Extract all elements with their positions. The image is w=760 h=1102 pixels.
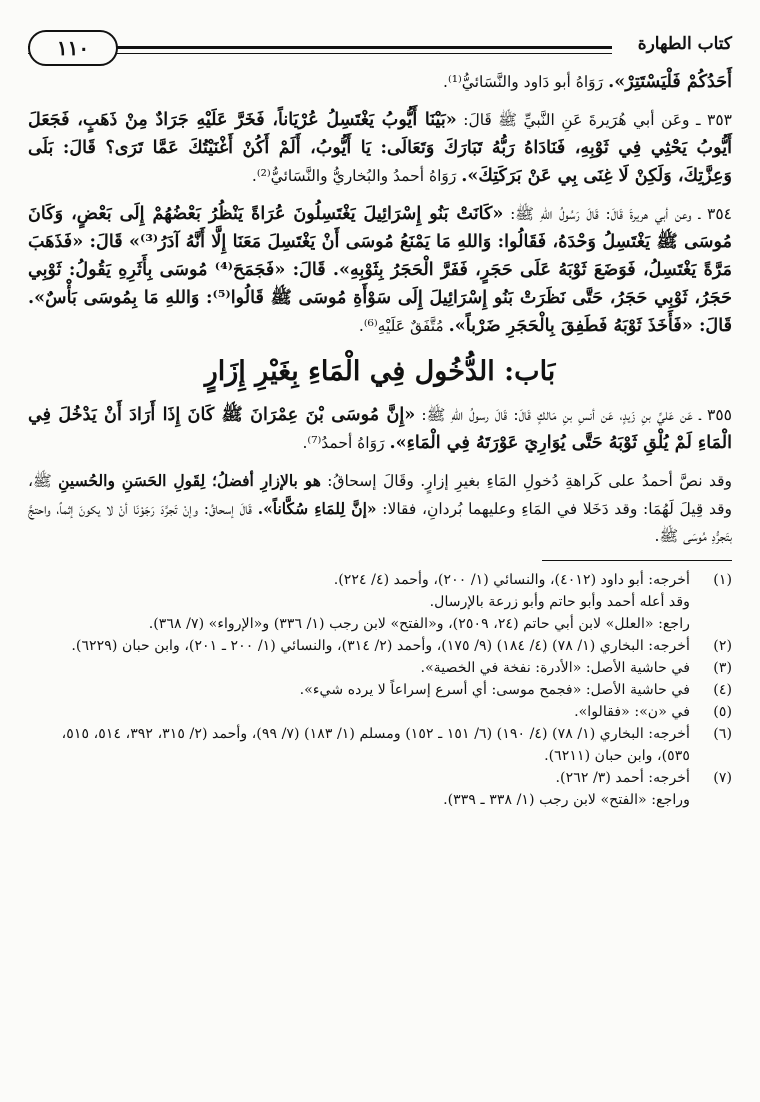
footnote-line: في حاشية الأصل: «الأدرة: نفخة في الخصية». [420,660,690,676]
footnote-body [28,767,690,811]
narration-note: رَوَاهُ أحمدُ والبُخاريُّ والنَّسَائيُّ⁽²⁾. [251,167,462,185]
footnote-line: أخرجه: أحمد (٣/ ٢٦٢). [555,770,690,786]
footnote-number: (٧) [713,770,732,786]
hadith-text: أَحَدُكُمْ فَلْيَسْتَتِرْ». [608,71,732,92]
paragraph-continuation [28,68,732,96]
footnote-body [28,701,690,723]
commentary-text: ﷺ، وقد قِيلَ لَهُمَا: وقد دَخَلا في المَاءِ وعليهما بُردانِ، فقالا: [28,472,733,518]
footnote-body [28,635,690,657]
page-number: ١١٠ [28,30,118,66]
footnote-body [28,723,690,767]
footnote-line: أخرجه: أبو داود (٤٠١٢)، والنسائي (١/ ٢٠٠)، وأحمد (٤/ ٢٢٤). [333,572,690,588]
footnote-line: راجع: «العلل» لابن أبي حاتم (٢٤، ٢٥٠٩)، و«الفتح» لابن رجب (١/ ٣٣٦) و«الإرواء» (٧/ ٣٦٨). [148,616,690,632]
narration-note: رَوَاهُ أحمدُ⁽⁷⁾. [302,434,390,452]
footnote-body [28,569,690,635]
narration-note: رَوَاهُ أبو دَاود والنَّسَائيُّ⁽¹⁾. [443,73,609,91]
footnote [28,723,732,767]
commentary-text: قَالَ إسحاقُ: وإنْ تَجرَّدَ رَجَوْنَا أنْ لا يكونَ إثماً، واحتجَّ بتَجرُّدِ مُوسَى ﷺ. [28,500,732,545]
footnote-line: أخرجه: البخاري (١/ ٧٨) (٤/ ١٩٠) (٦/ ١٥١ ـ ١٥٢) ومسلم (١/ ١٨٣) (٧/ ٩٩)، وأحمد (٢/ ٣١٥، ٣٩٢، ٥١٤، ٥١٥، ٥٣٥)، وابن حبان (٦٢١١). [61,726,690,764]
hadith-353 [28,106,732,190]
page-header [28,28,732,68]
footnote-separator [542,560,732,561]
footnote [28,569,732,635]
commentary-paragraph [28,467,732,550]
footnotes [28,569,732,811]
hadith-354 [28,200,732,340]
footnote-number: (٥) [713,704,732,720]
footnote [28,679,732,701]
footnote [28,657,732,679]
footnote-number: (٤) [713,682,732,698]
narration-note: مُتَّفَقٌ عَلَيْهِ⁽⁶⁾. [358,317,449,335]
commentary-text: وقد نصَّ أحمدُ على كَراهةِ دُخولِ المَاءِ بغيرِ إزارٍ. وقَالَ إسحاقُ: [320,472,732,490]
commentary-quote: «إنَّ لِلمَاءِ سُكَّاناً». [257,499,377,518]
footnote-line: وقد أعله أحمد وأبو حاتم وأبو زرعة بالإرسال. [429,594,690,610]
footnote-body [28,679,690,701]
footnote-line: في حاشية الأصل: «فجمح موسى: أي أسرع إسراعاً لا يرده شيء». [299,682,690,698]
hadith-text: «بَيْنَا أَيُّوبُ يَغْتَسِلُ عُرْيَاناً، فَخَرَّ عَلَيْهِ جَرَادٌ مِنْ ذَهَبٍ، فَجَعَلَ أَيُّوبُ يَحْثِي فِي ثَوْبِهِ، فَنَادَاهُ رَبُّهُ تَبَارَكَ وَتَعَالَى: يَا أَيُّوبُ، أَلَمْ أَكُنْ أَغْنَيْتُكَ عَمَّا تَرَى؟ قَالَ: بَلَى وَعِزَّتِكَ، وَلَكِنْ لَا غِنَى بِي عَنْ بَرَكَتِكَ». [28,109,732,186]
footnote-number: (٢) [713,638,732,654]
chapter-heading: بَاب: الدُّخُول فِي الْمَاءِ بِغَيْرِ إِزَارٍ [204,356,556,387]
footnote-number: (١) [713,572,732,588]
footnote [28,701,732,723]
footnote-line: في «ن»: «فقالوا». [574,704,690,720]
book-title: كتاب الطهارة [637,34,732,54]
hadith-355 [28,401,732,457]
footnote-number: (٦) [713,726,732,742]
hadith-text: «كَانَتْ بَنُو إِسْرَائِيلَ يَغْتَسِلُونَ عُرَاةً يَنْظُرُ بَعْضُهُمْ إِلَى بَعْضٍ، وَكَانَ مُوسَى ﷺ يَغْتَسِلُ وَحْدَهُ، فَقَالُوا: وَاللهِ مَا يَمْنَعُ مُوسَى أَنْ يَغْتَسِلَ مَعَنَا إِلَّا أَنَّهُ آدَرُ⁽³⁾» قَالَ: «فَذَهَبَ مَرَّةً يَغْتَسِلُ، فَوَضَعَ ثَوْبَهُ عَلَى حَجَرٍ، فَفَرَّ الْحَجَرُ بِثَوْبِهِ». قَالَ: «فَجَمَحَ⁽⁴⁾ مُوسَى بِأَثَرِهِ يَقُولُ: ثَوْبِي حَجَرُ، ثَوْبِي حَجَرُ، حَتَّى نَظَرَتْ بَنُو إِسْرَائِيلَ إِلَى سَوْأَةِ مُوسَى ﷺ قَالُوا⁽⁵⁾: وَاللهِ مَا بِمُوسَى بَأْسٌ». قَالَ: «فَأَخَذَ ثَوْبَهُ فَطَفِقَ بِالْحَجَرِ ضَرْباً». [28,203,733,336]
book-page [28,28,732,811]
hadith-isnad: ٣٥٣ ـ وعَن أبي هُرَيرةَ عَنِ النَّبيِّ ﷺ قَالَ: [456,111,732,129]
hadith-text: «إِنَّ مُوسَى بْنَ عِمْرَانَ ﷺ كَانَ إِذَا أَرَادَ أَنْ يَدْخُلَ فِي الْمَاءِ لَمْ يُلْقِ ثَوْبَهُ حَتَّى يُوَارِيَ عَوْرَتَهُ فِي الْمَاءِ». [28,404,732,453]
hadith-isnad: ٣٥٥ ـ عَن عَليِّ بنِ زَيدٍ، عَن أنسِ بنِ مَالكٍ قَالَ: قَالَ رسولُ اللهِ ﷺ: [415,406,732,424]
footnote-line: وراجع: «الفتح» لابن رجب (١/ ٣٣٨ ـ ٣٣٩). [443,792,690,808]
commentary-quote: هو بالإزارِ أفضلُ؛ لِقَولِ الحَسَنِ والحُسينِ [58,471,321,490]
footnote-body [28,657,690,679]
footnote-line: أخرجه: البخاري (١/ ٧٨) (٤/ ١٨٤) (٩/ ١٧٥)، وأحمد (٢/ ٣١٤)، والنسائي (١/ ٢٠٠ ـ ٢٠١)، وابن حبان (٦٢٢٩). [71,638,690,654]
footnote-number: (٣) [713,660,732,676]
footnote [28,635,732,657]
hadith-isnad: ٣٥٤ ـ وعن أبي هريرةَ قَالَ: قَالَ رَسُولُ اللهِ ﷺ: [503,205,732,223]
footnote [28,767,732,811]
